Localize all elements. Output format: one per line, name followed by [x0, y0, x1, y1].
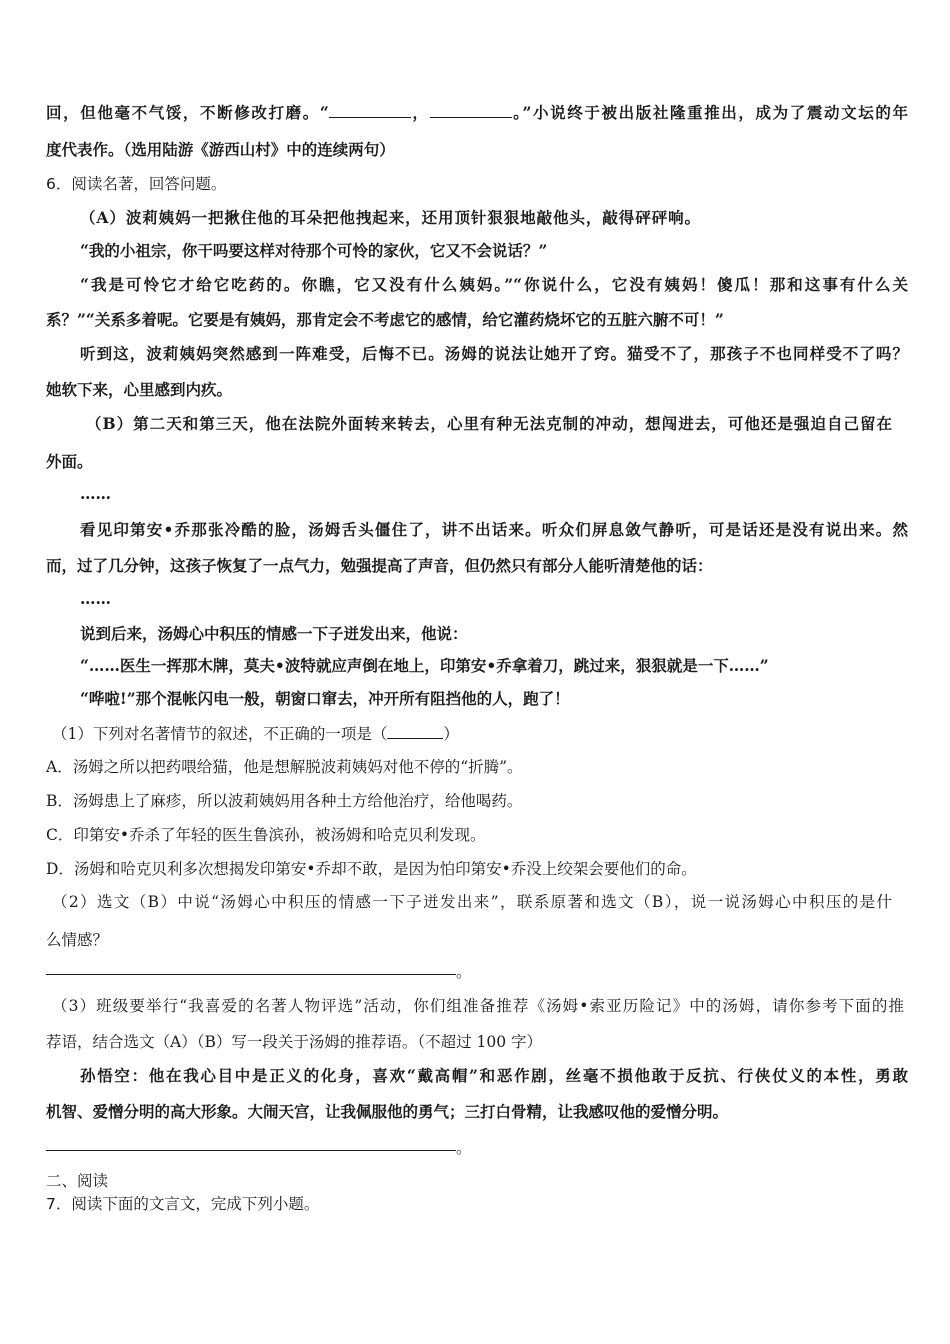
q6-passage-a-line: “我是可怜它才给它吃药的。你瞧，它又没有什么姨妈。”“你说什么，它没有姨妈！傻瓜！那和这事有什么关 — [80, 275, 908, 294]
q7-heading: 7．阅读下面的文言文，完成下列小题。 — [46, 1195, 320, 1213]
q6-sub1-stem-text: （1）下列对名著情节的叙述，不正确的一项是（ — [52, 725, 388, 743]
q6-heading: 6．阅读名著，回答问题。 — [46, 175, 227, 193]
q5-line-2: 度代表作。（选用陆游《游西山村》中的连续两句） — [46, 140, 395, 159]
q6-passage-a-line: 系？”“关系多着呢。它要是有姨妈，那肯定会不考虑它的感情，给它灌药烧坏它的五脏六腑不可！” — [46, 310, 724, 329]
q6-sub1-option-c: C．印第安•乔杀了年轻的医生鲁滨孙，被汤姆和哈克贝利发现。 — [46, 826, 486, 844]
q6-passage-b-line: “……医生一挥那木牌，莫夫•波特就应声倒在地上，印第安•乔拿着刀，跳过来，狠狠就是一下……” — [80, 656, 769, 675]
q6-passage-b-line: 说到后来，汤姆心中积压的情感一下子迸发出来，他说： — [80, 624, 468, 643]
q6-sub3-answer-end: 。 — [456, 1139, 472, 1157]
q6-passage-b-ellipsis: …… — [80, 589, 111, 608]
q6-sub1-answer-blank[interactable] — [387, 723, 443, 739]
q6-sub2-answer-line[interactable] — [46, 974, 456, 975]
q5-line-1 — [46, 102, 908, 123]
q6-passage-b-line: 看见印第安•乔那张冷酷的脸，汤姆舌头僵住了，讲不出话来。听众们屏息敛气静听，可是话还是没有说出来。然 — [80, 520, 908, 539]
q5-text-c: 。”小说终于被出版社隆重推出，成为了震动文坛的年 — [511, 103, 908, 122]
q6-sub1-option-d: D．汤姆和哈克贝利多次想揭发印第安•乔却不敢，是因为怕印第安•乔没上绞架会要他们的命。 — [46, 860, 697, 878]
section-2-heading: 二、阅读 — [46, 1172, 109, 1190]
q6-sub1-stem — [52, 723, 914, 744]
q5-text-b: ， — [410, 103, 430, 122]
q6-passage-b-line: （B）第二天和第三天，他在法院外面转来转去，心里有种无法克制的冲动，想闯进去，可他还是强迫自己留在 — [86, 414, 892, 433]
q6-passage-a-line: 她软下来，心里感到内疚。 — [46, 380, 233, 399]
q5-text-a: 回，但他毫不气馁，不断修改打磨。“ — [46, 103, 329, 122]
q6-sub2-answer-end: 。 — [456, 963, 472, 981]
q6-sub3-answer-line[interactable] — [46, 1150, 456, 1151]
q6-passage-a-line: （A）波莉姨妈一把揪住他的耳朵把他拽起来，还用顶针狠狠地敲他头，敲得砰砰响。 — [80, 208, 700, 227]
q6-passage-a-line: “我的小祖宗，你干吗要这样对待那个可怜的家伙，它又不会说话？” — [80, 241, 548, 260]
q6-sub2-line-2: 么情感？ — [46, 931, 109, 949]
q6-passage-b-line: 外面。 — [46, 452, 93, 471]
q6-sub3-line-1: （3）班级要举行“我喜爱的名著人物评选”活动，你们组准备推荐《汤姆•索亚历险记》中的汤姆，请你参考下面的推 — [52, 997, 904, 1015]
q5-blank-2[interactable] — [430, 102, 512, 118]
q5-blank-1[interactable] — [329, 102, 411, 118]
q6-passage-a-line: 听到这，波莉姨妈突然感到一阵难受，后悔不已。汤姆的说法让她开了窍。猫受不了，那孩子不也同样受不了吗？ — [80, 344, 908, 363]
q6-sub1-stem-close: ） — [443, 725, 459, 743]
q6-passage-b-line: “哗啦!”那个混帐闪电一般，朝窗口窜去，冲开所有阻挡他的人，跑了！ — [80, 689, 570, 708]
q6-sub2-line-1: （2）选文（B）中说“汤姆心中积压的情感一下子迸发出来”，联系原著和选文（B），说一说汤姆心中积压的是什 — [52, 893, 892, 911]
q6-passage-b-ellipsis: …… — [80, 484, 111, 503]
q6-passage-b-line: 而，过了几分钟，这孩子恢复了一点气力，勉强提高了声音，但仍然只有部分人能听清楚他的话： — [46, 556, 713, 575]
q6-sub3-example-line-1: 孙悟空：他在我心目中是正义的化身，喜欢“戴高帽”和恶作剧，丝毫不损他敢于反抗、行侠仗义的本性，勇敢 — [80, 1066, 908, 1085]
q6-sub3-example-line-2: 机智、爱憎分明的高大形象。大闹天宫，让我佩服他的勇气；三打白骨精，让我感叹他的爱憎分明。 — [46, 1102, 729, 1121]
q6-sub3-line-2: 荐语，结合选文（A）（B）写一段关于汤姆的推荐语。（不超过 100 字） — [46, 1033, 543, 1051]
q6-sub1-option-a: A．汤姆之所以把药喂给猫，他是想解脱波莉姨妈对他不停的“折腾”。 — [46, 758, 523, 776]
q6-sub1-option-b: B．汤姆患上了麻疹，所以波莉姨妈用各种土方给他治疗，给他喝药。 — [46, 792, 523, 810]
